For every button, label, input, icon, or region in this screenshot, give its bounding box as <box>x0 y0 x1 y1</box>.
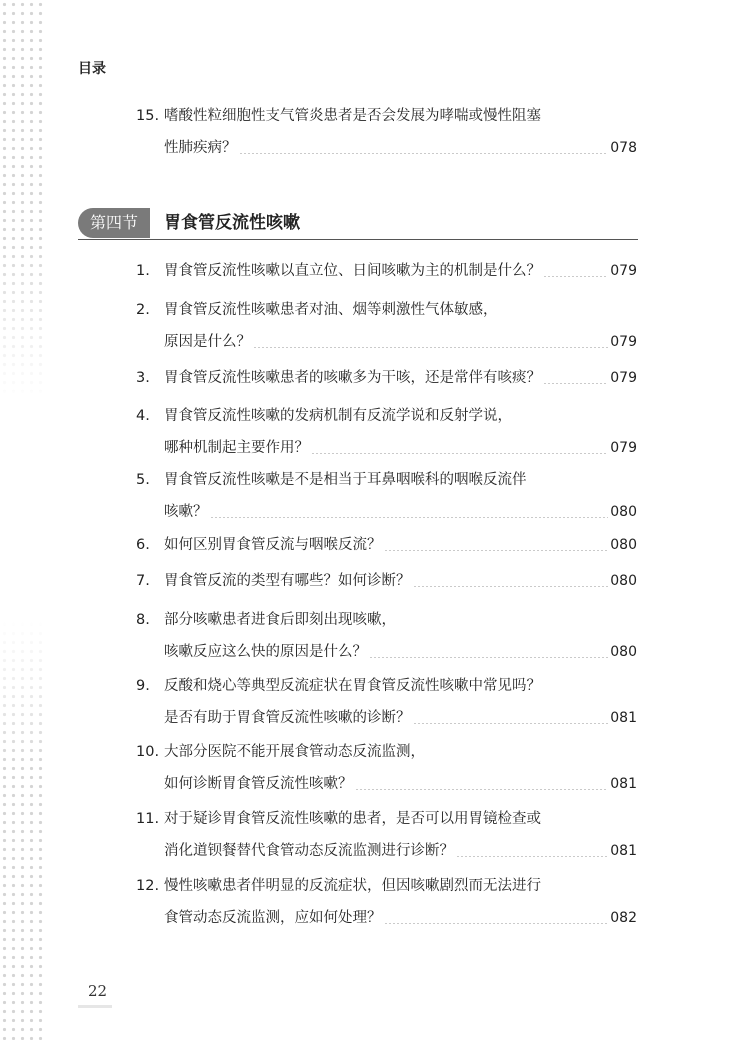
toc-entry-line <box>136 464 637 496</box>
toc-entry-text: 胃食管反流性咳嗽是不是相当于耳鼻咽喉科的咽喉反流伴 <box>164 472 527 488</box>
toc-entry-text: 咳嗽？ <box>164 504 208 520</box>
toc-entry-number: 8. <box>136 612 150 628</box>
toc-entry-line <box>136 496 637 528</box>
page-number-bar <box>78 1005 112 1008</box>
page-number: 22 <box>88 982 108 1000</box>
decorative-dot-pattern-top <box>0 0 44 400</box>
toc-page-ref: 080 <box>610 537 637 553</box>
toc-entry-text: 哪种机制起主要作用？ <box>164 440 309 456</box>
toc-entry-11[interactable] <box>136 803 637 867</box>
toc-entry-text: 对于疑诊胃食管反流性咳嗽的患者，是否可以用胃镜检查或 <box>164 811 541 827</box>
dot-leader <box>413 586 609 587</box>
toc-page-ref: 079 <box>610 334 637 350</box>
toc-page-ref: 081 <box>610 776 637 792</box>
toc-entry-number: 11. <box>136 811 160 827</box>
toc-entry-text: 如何区别胃食管反流与咽喉反流？ <box>164 537 382 553</box>
dot-leader <box>543 383 608 384</box>
toc-entry-number: 2. <box>136 302 150 318</box>
dot-leader <box>253 347 608 348</box>
toc-page-ref: 078 <box>610 140 637 156</box>
section-rule <box>78 239 638 240</box>
toc-entry-text: 胃食管反流性咳嗽以直立位、日间咳嗽为主的机制是什么？ <box>164 263 541 279</box>
toc-entry-line <box>136 132 637 164</box>
toc-entry-number: 15. <box>136 108 160 124</box>
toc-entry-text: 大部分医院不能开展食管动态反流监测， <box>164 744 425 760</box>
toc-entry-2[interactable] <box>136 294 637 358</box>
toc-entry-line <box>136 529 637 561</box>
toc-entry-number: 6. <box>136 537 150 553</box>
toc-entry-text: 胃食管反流的类型有哪些？如何诊断？ <box>164 573 411 589</box>
toc-entry-1[interactable] <box>136 255 637 287</box>
toc-page-ref: 080 <box>610 504 637 520</box>
toc-entry-10[interactable] <box>136 736 637 800</box>
toc-entry-number: 5. <box>136 472 150 488</box>
dot-leader <box>456 856 608 857</box>
section-label: 第四节 <box>78 208 150 238</box>
toc-entry-3[interactable] <box>136 362 637 394</box>
toc-entry-7[interactable] <box>136 565 637 597</box>
dot-leader <box>384 550 609 551</box>
section-header <box>78 208 638 240</box>
toc-entry-line <box>136 768 637 800</box>
toc-entry-text: 嗜酸性粒细胞性支气管炎患者是否会发展为哮喘或慢性阻塞 <box>164 108 541 124</box>
dot-leader <box>355 789 609 790</box>
toc-entry-line <box>136 255 637 287</box>
dot-leader <box>384 923 609 924</box>
toc-entry-6[interactable] <box>136 529 637 561</box>
toc-entry-text: 是否有助于胃食管反流性咳嗽的诊断？ <box>164 710 411 726</box>
dot-leader <box>369 657 608 658</box>
toc-entry-text: 咳嗽反应这么快的原因是什么？ <box>164 644 367 660</box>
toc-entry-number: 12. <box>136 878 160 894</box>
toc-entry-text: 如何诊断胃食管反流性咳嗽？ <box>164 776 353 792</box>
toc-entry-line <box>136 702 637 734</box>
toc-entry-text: 食管动态反流监测，应如何处理？ <box>164 910 382 926</box>
decorative-dot-pattern-bottom <box>0 620 44 1040</box>
toc-entry-line <box>136 736 637 768</box>
toc-entry-text: 性肺疾病？ <box>164 140 237 156</box>
toc-entry-line <box>136 432 637 464</box>
toc-entry-9[interactable] <box>136 670 637 734</box>
toc-entry-line <box>136 902 637 934</box>
toc-entry-5[interactable] <box>136 464 637 528</box>
toc-entry-line <box>136 604 637 636</box>
dot-leader <box>210 517 609 518</box>
toc-entry-text: 部分咳嗽患者进食后即刻出现咳嗽， <box>164 612 396 628</box>
toc-entry-line <box>136 565 637 597</box>
dot-leader <box>543 276 608 277</box>
toc-entry-number: 4. <box>136 408 150 424</box>
dot-leader <box>311 453 608 454</box>
toc-entry-line <box>136 100 637 132</box>
toc-entry-12[interactable] <box>136 870 637 934</box>
toc-page-ref: 080 <box>610 644 637 660</box>
toc-entry-15[interactable] <box>136 100 637 164</box>
toc-entry-text: 消化道钡餐替代食管动态反流监测进行诊断？ <box>164 843 454 859</box>
toc-entry-number: 10. <box>136 744 160 760</box>
toc-entry-text: 原因是什么？ <box>164 334 251 350</box>
toc-entry-number: 3. <box>136 370 150 386</box>
toc-entry-number: 1. <box>136 263 150 279</box>
dot-leader <box>239 153 609 154</box>
toc-page-ref: 080 <box>610 573 637 589</box>
toc-entry-line <box>136 803 637 835</box>
toc-entry-line <box>136 670 637 702</box>
toc-entry-text: 胃食管反流性咳嗽患者对油、烟等刺激性气体敏感， <box>164 302 498 318</box>
toc-page-ref: 081 <box>610 710 637 726</box>
toc-entry-8[interactable] <box>136 604 637 668</box>
toc-entry-line <box>136 326 637 358</box>
toc-entry-line <box>136 636 637 668</box>
toc-entry-line <box>136 362 637 394</box>
toc-entry-text: 慢性咳嗽患者伴明显的反流症状，但因咳嗽剧烈而无法进行 <box>164 878 541 894</box>
toc-entry-line <box>136 870 637 902</box>
running-head: 目录 <box>78 61 106 77</box>
toc-page-ref: 079 <box>610 263 637 279</box>
toc-page-ref: 081 <box>610 843 637 859</box>
toc-page-ref: 079 <box>610 440 637 456</box>
toc-entry-text: 反酸和烧心等典型反流症状在胃食管反流性咳嗽中常见吗？ <box>164 678 541 694</box>
toc-entry-number: 7. <box>136 573 150 589</box>
toc-entry-4[interactable] <box>136 400 637 464</box>
toc-entry-line <box>136 400 637 432</box>
toc-entry-line <box>136 835 637 867</box>
toc-entry-number: 9. <box>136 678 150 694</box>
section-title: 胃食管反流性咳嗽 <box>164 213 300 233</box>
toc-page-ref: 079 <box>610 370 637 386</box>
toc-entry-text: 胃食管反流性咳嗽的发病机制有反流学说和反射学说， <box>164 408 512 424</box>
toc-page-ref: 082 <box>610 910 637 926</box>
dot-leader <box>413 723 609 724</box>
toc-entry-line <box>136 294 637 326</box>
toc-entry-text: 胃食管反流性咳嗽患者的咳嗽多为干咳，还是常伴有咳痰？ <box>164 370 541 386</box>
